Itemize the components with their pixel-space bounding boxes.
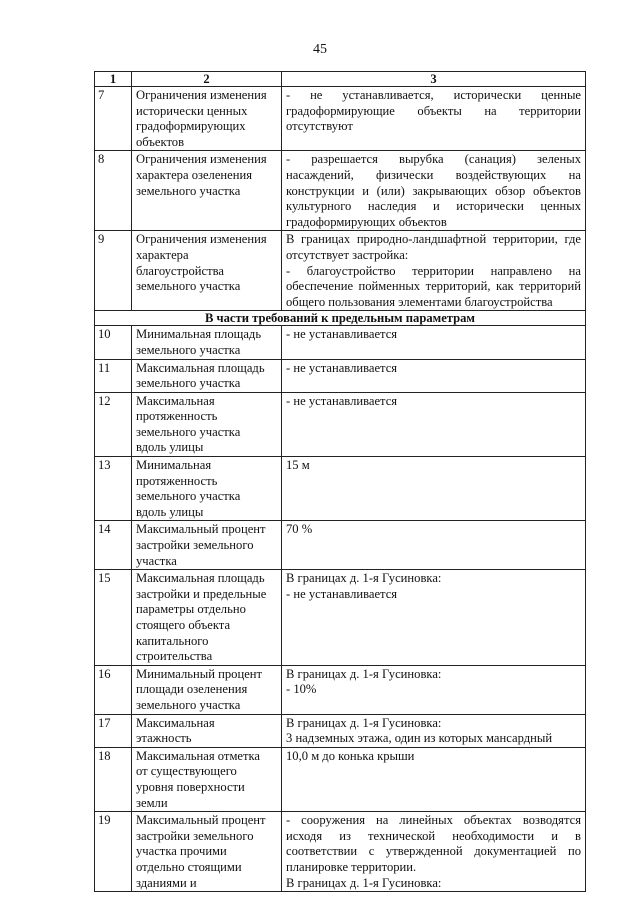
- row-number: 15: [95, 570, 132, 666]
- parameter-value-line: отсутствуют: [286, 119, 353, 134]
- parameter-name: [132, 570, 282, 666]
- parameter-value: [282, 87, 586, 151]
- parameter-name-line: характера озеленения: [136, 167, 253, 182]
- parameter-name-line: градоформирующих: [136, 119, 246, 134]
- parameter-name-line: вдоль улицы: [136, 504, 204, 519]
- parameter-value: [282, 665, 586, 714]
- parameter-value-line: градоформирующих объектов: [286, 214, 447, 229]
- parameter-value-line: - не устанавливается: [286, 360, 398, 375]
- parameter-name: [132, 392, 282, 456]
- parameter-name-line: застройки земельного: [136, 828, 254, 843]
- parameter-name-line: земельного участка: [136, 424, 241, 439]
- parameter-name-line: строительства: [136, 649, 213, 664]
- parameter-value-line: В границах д. 1-я Гусиновка:: [286, 666, 442, 681]
- page-number: 45: [313, 42, 327, 57]
- parameter-name-line: исторически ценных: [136, 103, 248, 118]
- parameter-name-line: участка: [136, 553, 177, 568]
- parameter-value: [282, 570, 586, 666]
- parameter-name: [132, 747, 282, 811]
- parameter-name: [132, 665, 282, 714]
- parameter-name-line: застройки и предельные: [136, 586, 267, 601]
- parameter-name-line: отдельно стоящими: [136, 859, 242, 874]
- row-number: 9: [95, 231, 132, 311]
- row-number: 18: [95, 747, 132, 811]
- parameter-name-line: протяженность: [136, 473, 218, 488]
- parameter-name: [132, 87, 282, 151]
- table-row: [95, 665, 586, 714]
- parameter-name-line: протяженность: [136, 409, 218, 424]
- parameter-value-line: планировке территории.: [286, 859, 417, 874]
- parameter-name-line: Максимальная отметка: [136, 748, 261, 763]
- parameter-value-line: - разрешается вырубка (санация) зеленых: [286, 152, 581, 167]
- parameter-name-line: Максимальная: [136, 393, 215, 408]
- parameter-value-line: конструкции и (или) закрывающих обзор объектов: [286, 183, 581, 198]
- parameter-value-line: соответствии с утвержденной документацией по: [286, 844, 581, 859]
- table-body: [95, 72, 586, 892]
- table-header-row: [95, 72, 586, 87]
- parameter-name: [132, 359, 282, 392]
- table-row: [95, 714, 586, 747]
- parameter-value-line: насаждений, физически воздействующих на: [286, 167, 581, 182]
- header-col-3: 3: [282, 72, 586, 87]
- parameter-name-line: Ограничения изменения: [136, 232, 267, 247]
- row-number: 13: [95, 457, 132, 521]
- parameter-value: [282, 392, 586, 456]
- parameter-value: [282, 326, 586, 359]
- parameter-name-line: земельного участка: [136, 489, 241, 504]
- parameter-value-line: - не устанавливается: [286, 393, 398, 408]
- parameter-value: [282, 231, 586, 311]
- row-number: 16: [95, 665, 132, 714]
- table-row: [95, 151, 586, 231]
- parameter-name-line: Максимальная площадь: [136, 571, 265, 586]
- parameter-name-line: застройки земельного: [136, 538, 254, 553]
- parameter-name-line: от существующего: [136, 764, 237, 779]
- parameter-name: [132, 457, 282, 521]
- parameter-name-line: площади озеленения: [136, 682, 248, 697]
- parameter-value-line: - не устанавливается: [286, 586, 398, 601]
- table-row: [95, 87, 586, 151]
- parameter-value-line: - не устанавливается: [286, 327, 398, 342]
- table-row: [95, 812, 586, 892]
- parameter-value: [282, 747, 586, 811]
- parameter-name-line: земельного участка: [136, 376, 241, 391]
- parameter-name-line: Минимальная площадь: [136, 327, 262, 342]
- table-row: [95, 392, 586, 456]
- parameter-name-line: Ограничения изменения: [136, 88, 267, 102]
- parameter-name-line: зданиями и: [136, 875, 197, 890]
- parameter-name-line: параметры отдельно: [136, 602, 246, 617]
- parameter-value-line: В границах природно-ландшафтной территории, где: [286, 232, 581, 247]
- parameter-name: [132, 231, 282, 311]
- parameter-name-line: Минимальная: [136, 458, 212, 473]
- parameter-name: [132, 326, 282, 359]
- parameter-value: [282, 457, 586, 521]
- header-col-1: 1: [95, 72, 132, 87]
- parameter-name-line: Максимальный процент: [136, 813, 266, 828]
- parameter-value-line: обеспечение пойменных территорий, как территорий: [286, 279, 581, 294]
- parameter-value-line: культурного наследия и исторически ценных: [286, 199, 581, 214]
- parameter-name-line: уровня поверхности: [136, 779, 245, 794]
- parameter-name-line: участка прочими: [136, 844, 227, 859]
- parameter-name-line: земельного участка: [136, 342, 241, 357]
- table-row: [95, 747, 586, 811]
- parameter-value-line: 70 %: [286, 522, 313, 537]
- row-number: 17: [95, 714, 132, 747]
- parameter-value-line: градоформирующие объекты на территории: [286, 103, 581, 118]
- parameter-name-line: этажность: [136, 731, 192, 746]
- row-number: 19: [95, 812, 132, 892]
- parameter-name-line: Максимальный процент: [136, 522, 266, 537]
- row-number: 12: [95, 392, 132, 456]
- row-number: 8: [95, 151, 132, 231]
- row-number: 11: [95, 359, 132, 392]
- parameter-value-line: 10,0 м до конька крыши: [286, 748, 415, 763]
- parameter-name: [132, 521, 282, 570]
- parameter-name-line: Ограничения изменения: [136, 152, 267, 167]
- parameter-name-line: земельного участка: [136, 697, 241, 712]
- regulations-table: [94, 71, 586, 892]
- parameter-name-line: вдоль улицы: [136, 440, 204, 455]
- table-row: [95, 521, 586, 570]
- row-number: 10: [95, 326, 132, 359]
- parameter-name-line: земельного участка: [136, 183, 241, 198]
- parameter-value-line: В границах д. 1-я Гусиновка:: [286, 715, 442, 730]
- row-number: 14: [95, 521, 132, 570]
- parameter-name-line: земельного участка: [136, 279, 241, 294]
- parameter-value-line: исходя из технической необходимости и в: [286, 828, 581, 843]
- parameter-name-line: Минимальный процент: [136, 666, 263, 681]
- table-row: [95, 231, 586, 311]
- table-row: [95, 326, 586, 359]
- parameter-name-line: характера: [136, 247, 189, 262]
- parameter-name-line: Максимальная: [136, 715, 215, 730]
- parameter-value-line: - сооружения на линейных объектах возводятся: [286, 813, 581, 828]
- parameter-value-line: В границах д. 1-я Гусиновка:: [286, 571, 442, 586]
- parameter-value-line: 3 надземных этажа, один из которых мансардный: [286, 731, 553, 746]
- table-row: [95, 457, 586, 521]
- parameter-name-line: Максимальная площадь: [136, 360, 265, 375]
- parameter-name: [132, 151, 282, 231]
- parameter-name-line: благоустройства: [136, 263, 224, 278]
- parameter-name-line: объектов: [136, 134, 185, 149]
- parameter-value-line: - не устанавливается, исторически ценные: [286, 88, 581, 102]
- parameter-value-line: В границах д. 1-я Гусиновка:: [286, 875, 442, 890]
- parameter-value: [282, 812, 586, 892]
- parameter-value: [282, 521, 586, 570]
- parameter-name-line: капитального: [136, 633, 209, 648]
- parameter-name: [132, 714, 282, 747]
- parameter-value: [282, 359, 586, 392]
- parameter-value-line: - благоустройство территории направлено на: [286, 263, 581, 278]
- row-number: 7: [95, 87, 132, 151]
- parameter-value-line: общего пользования элементами благоустройства: [286, 294, 553, 309]
- header-col-2: 2: [132, 72, 282, 87]
- parameter-name-line: земли: [136, 795, 168, 810]
- parameter-value: [282, 714, 586, 747]
- parameter-value-line: отсутствует застройка:: [286, 247, 409, 262]
- section-row: [95, 311, 586, 326]
- table-row: [95, 570, 586, 666]
- table-row: [95, 359, 586, 392]
- parameter-value-line: 15 м: [286, 458, 310, 473]
- parameter-value-line: - 10%: [286, 682, 317, 697]
- section-heading: В части требований к предельным параметрам: [95, 311, 586, 326]
- parameter-name: [132, 812, 282, 892]
- parameter-value: [282, 151, 586, 231]
- parameter-name-line: стоящего объекта: [136, 618, 231, 632]
